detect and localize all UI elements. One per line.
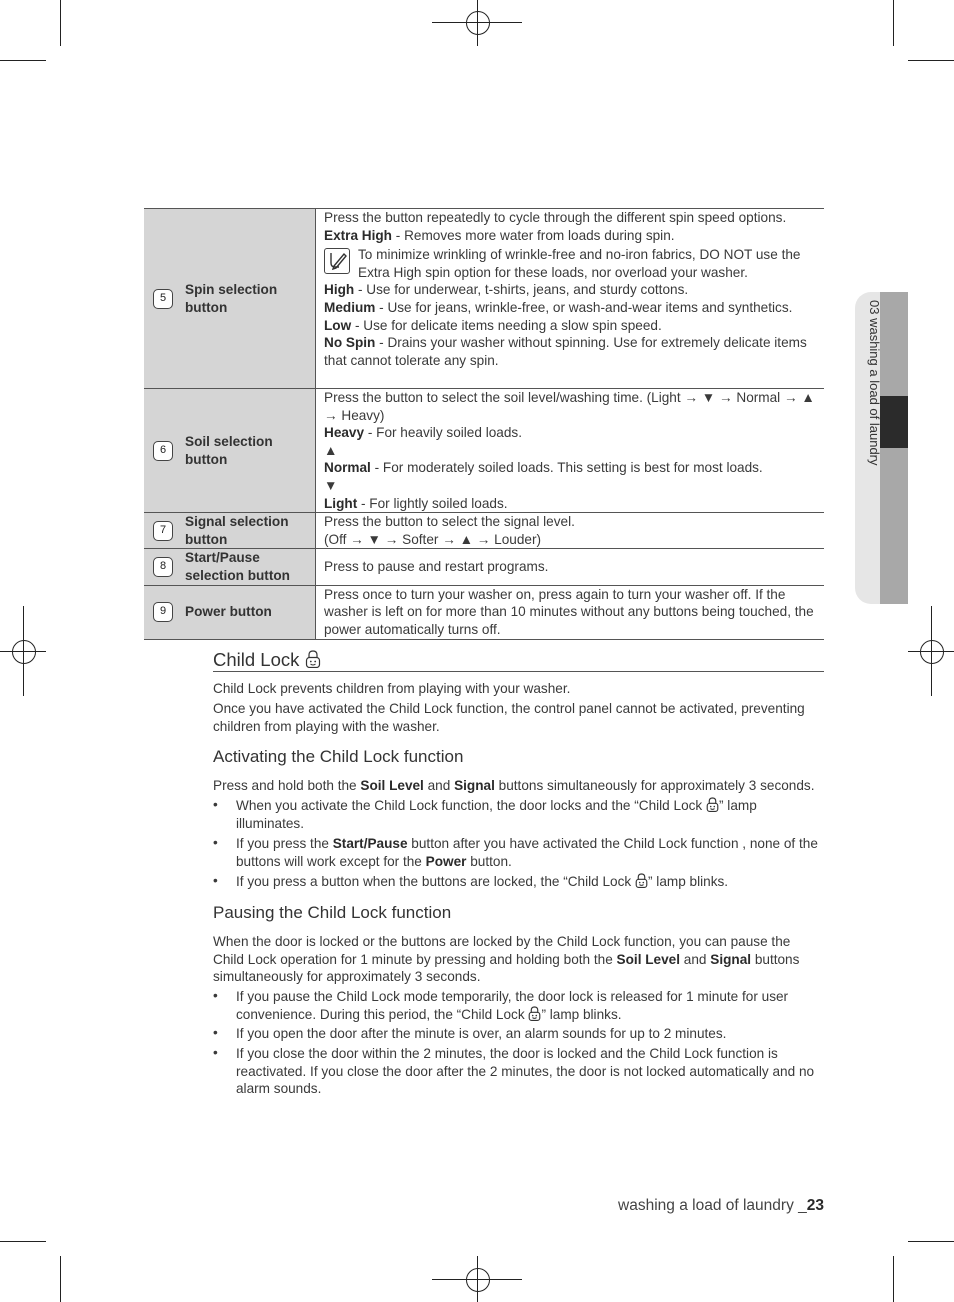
note — [324, 246, 816, 281]
child-lock-heading: Child Lock — [213, 649, 321, 671]
table-row — [144, 209, 824, 389]
row-item: High - Use for underwear, t-shirts, jeans, and sturdy cottons. — [324, 282, 689, 298]
row-label: Signal selection button — [185, 514, 289, 547]
bullet: • — [213, 988, 218, 1003]
bullet: • — [213, 1045, 218, 1060]
row-number: 6 — [153, 441, 173, 461]
activating-bullet-2: If you press the Start/Pause button after you have activated the Child Lock function , none of the buttons will work except for the Power button. — [236, 836, 818, 869]
side-tab-label: 03 washing a load of laundry — [867, 300, 882, 466]
page-footer: washing a load of laundry _23 — [618, 1197, 824, 1214]
child-lock-icon — [706, 797, 719, 812]
bullet: • — [213, 797, 218, 812]
row-item: Low - Use for delicate items needing a slow spin speed. — [324, 317, 662, 333]
row-item: Medium - Use for jeans, wrinkle-free, or wash-and-wear items and synthetics. — [324, 299, 793, 315]
note-pencil-icon — [324, 248, 350, 274]
row-item: ▲ — [324, 442, 338, 458]
bullet: • — [213, 835, 218, 850]
row-number: 8 — [153, 557, 173, 577]
child-lock-description: Once you have activated the Child Lock function, the control panel cannot be activated, preventing children from playing with the washer. — [213, 701, 805, 734]
bullet: • — [213, 1025, 218, 1040]
row-description: Press the button repeatedly to cycle through the different spin speed options. — [324, 210, 787, 225]
row-label: Spin selection button — [185, 281, 278, 315]
row-number: 7 — [153, 521, 173, 541]
row-number: 5 — [153, 289, 173, 309]
pausing-bullet-3: If you close the door within the 2 minutes, the door is locked and the Child Lock function is reactivated. If you close the door after the 2 minutes, the door is not locked automatically and no alarm sounds. — [236, 1046, 815, 1097]
row-label: Start/Pause selection button — [185, 550, 290, 583]
row-item: Normal - For moderately soiled loads. This setting is best for most loads. — [324, 460, 763, 476]
activating-intro: Press and hold both the Soil Level and Signal buttons simultaneously for approximately 3 seconds. — [213, 778, 815, 793]
pausing-bullet-1: If you pause the Child Lock mode temporarily, the door lock is released for 1 minute for user convenience. During this period, the “Child Lock ” lamp blinks. — [236, 989, 789, 1022]
row-description: Press once to turn your washer on, press again to turn your washer off. If the washer is left on for more than 10 minutes without any buttons being touched, the power automatically turns off. — [324, 586, 814, 637]
child-lock-intro: Child Lock prevents children from playing with your washer. — [213, 681, 571, 696]
row-description: Press the button to select the soil level/washing time. (Light → ▼ → Normal → ▲ → Heavy) — [324, 390, 815, 423]
pausing-heading: Pausing the Child Lock function — [213, 903, 452, 922]
activating-bullet-1: When you activate the Child Lock function, the door locks and the “Child Lock ” lamp illuminates. — [236, 798, 757, 831]
table-row — [144, 585, 824, 639]
button-spec-table — [144, 208, 824, 640]
row-item: ▼ — [324, 477, 338, 493]
row-description: Press the button to select the signal level. — [324, 514, 575, 530]
table-row — [144, 389, 824, 513]
row-label: Soil selection button — [185, 433, 273, 467]
child-lock-icon — [635, 873, 648, 888]
activating-heading: Activating the Child Lock function — [213, 747, 464, 766]
pausing-bullet-2: If you open the door after the minute is over, an alarm sounds for up to 2 minutes. — [236, 1026, 727, 1041]
note-text: To minimize wrinkling of wrinkle-free and no-iron fabrics, DO NOT use the Extra High spin option for these loads, nor overload your washer. — [358, 247, 801, 280]
page-number: 23 — [806, 1197, 824, 1214]
row-description: Press to pause and restart programs. — [324, 559, 549, 575]
table-row — [144, 549, 824, 585]
child-lock-icon — [305, 650, 321, 668]
row-item: Light - For lightly soiled loads. — [324, 495, 508, 511]
row-item: No Spin - Drains your washer without spinning. Use for extremely delicate items that cannot tolerate any spin. — [324, 335, 807, 368]
child-lock-icon — [528, 1006, 541, 1021]
table-row — [144, 513, 824, 549]
heading-rule — [213, 671, 824, 672]
row-item: Heavy - For heavily soiled loads. — [324, 425, 522, 441]
activating-bullet-3: If you press a button when the buttons are locked, the “Child Lock ” lamp blinks. — [236, 874, 729, 889]
pausing-intro: When the door is locked or the buttons are locked by the Child Lock function, you can pause the Child Lock operation for 1 minute by pressing and holding both the Soil Level and Signal buttons simultaneously for approximately 3 seconds. — [213, 934, 800, 985]
row-description: (Off → ▼ → Softer → ▲ → Louder) — [324, 531, 542, 547]
row-item: Extra High - Removes more water from loads during spin. — [324, 227, 675, 243]
bullet: • — [213, 873, 218, 888]
row-number: 9 — [153, 602, 173, 622]
row-label: Power button — [185, 604, 272, 620]
